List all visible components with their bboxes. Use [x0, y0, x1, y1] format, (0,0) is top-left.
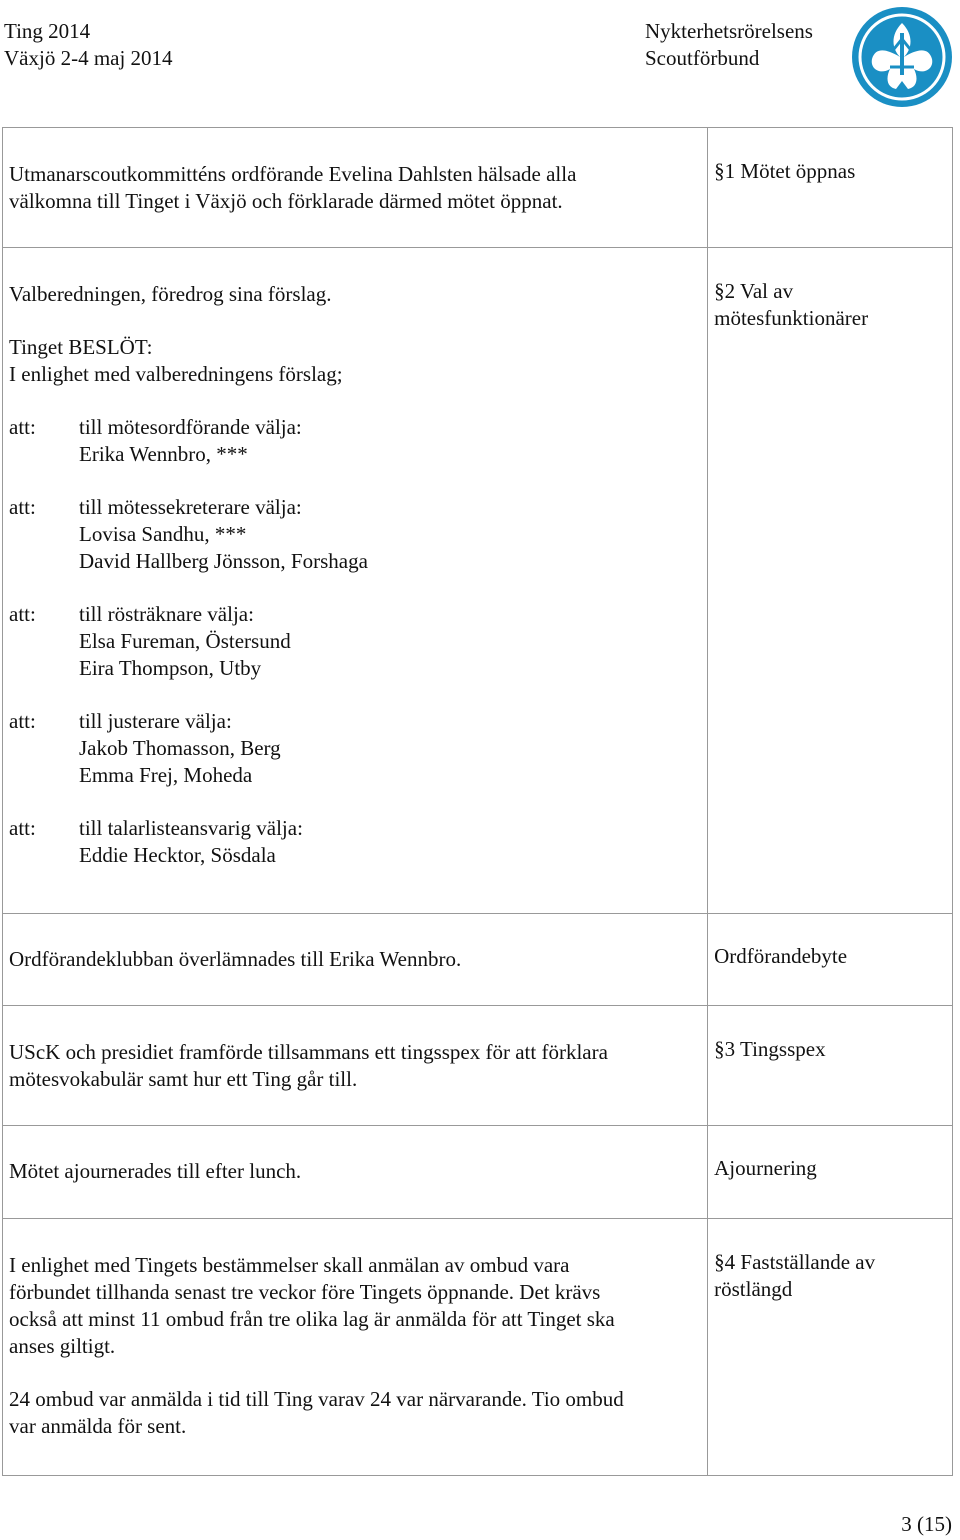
- table-row: [3, 1006, 953, 1126]
- minutes-table: [2, 127, 953, 1476]
- att-clause: att: till mötesordförande välja: Erika Wennbro, ***: [9, 415, 302, 466]
- section-heading: §3 Tingsspex: [714, 1037, 826, 1061]
- org-name-line2: Scoutförbund: [645, 46, 760, 70]
- item-1-text: Utmanarscoutkommitténs ordförande Evelina Dahlsten hälsade alla välkomna till Tinget i Växjö och förklarade därmed mötet öppnat.: [9, 162, 577, 213]
- section-heading: §1 Mötet öppnas: [714, 159, 856, 183]
- table-row: [3, 248, 953, 914]
- decision-block: Tinget BESLÖT: I enlighet med valberedningens förslag;: [9, 335, 343, 386]
- att-clause: att: till justerare välja: Jakob Thomasson, Berg Emma Frej, Moheda: [9, 709, 281, 787]
- page-number: 3 (15): [901, 1512, 952, 1536]
- table-row: [3, 1126, 953, 1219]
- table-row: [3, 914, 953, 1006]
- item-2-text: [3, 248, 707, 869]
- item-3-text: UScK och presidiet framförde tillsammans ett tingsspex för att förklara mötesvokabulär samt hur ett Ting går till.: [9, 1040, 608, 1091]
- event-title: Ting 2014: [4, 19, 91, 43]
- header-left: [4, 18, 173, 72]
- section-heading: Ordförandebyte: [714, 944, 848, 968]
- section-heading: Ajournering: [714, 1156, 817, 1180]
- att-clause: att: till rösträknare välja: Elsa Fureman, Östersund Eira Thompson, Utby: [9, 602, 291, 680]
- scout-trefoil-logo-icon: [850, 5, 954, 109]
- table-row: [3, 1219, 953, 1476]
- intro-line: Valberedningen, föredrog sina förslag.: [9, 282, 332, 306]
- table-row: [3, 128, 953, 248]
- event-date-place: Växjö 2-4 maj 2014: [4, 46, 173, 70]
- att-clause: att: till mötessekreterare välja: Lovisa Sandhu, *** David Hallberg Jönsson, Forshaga: [9, 495, 368, 573]
- item-text: Ordförandeklubban överlämnades till Erika Wennbro.: [9, 947, 462, 971]
- header-right: [645, 18, 813, 72]
- att-clause: att: till talarlisteansvarig välja: Eddie Hecktor, Sösdala: [9, 816, 303, 867]
- section-heading: §2 Val av mötesfunktionärer: [714, 279, 869, 330]
- item-text: Mötet ajournerades till efter lunch.: [9, 1159, 302, 1183]
- section-heading: §4 Fastställande av röstlängd: [714, 1250, 876, 1301]
- org-name-line1: Nykterhetsrörelsens: [645, 19, 813, 43]
- item-4-text: I enlighet med Tingets bestämmelser skall anmälan av ombud vara förbundet tillhanda senast tre veckor före Tingets öppnande. Det krävs också att minst 11 ombud från tre olika lag är anmälda för att Tinget ska anses giltigt. 24 ombud var anmälda i tid till Ting varav 24 var närvarande. Tio ombud var anmälda för sent.: [9, 1253, 624, 1438]
